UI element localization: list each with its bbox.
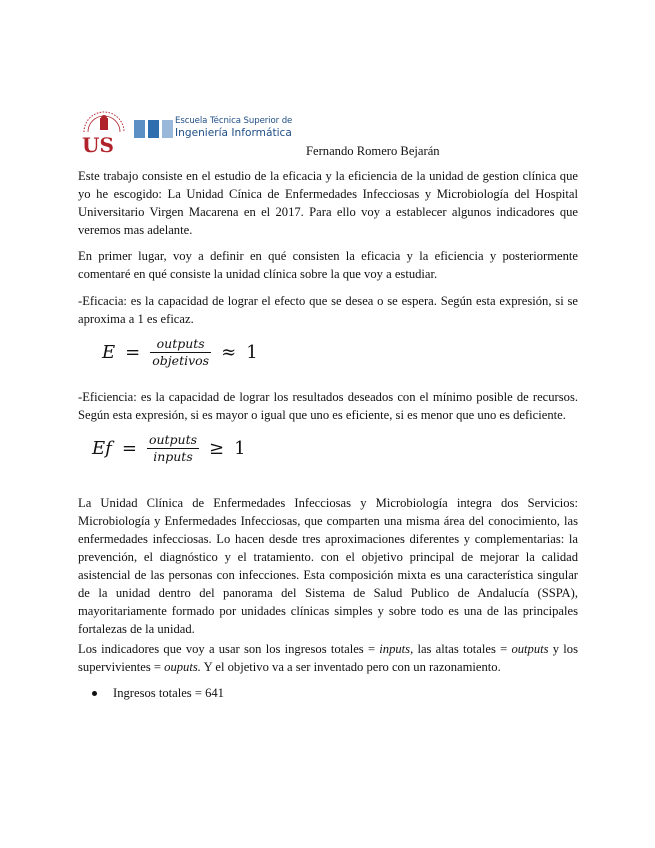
us-initials: US xyxy=(82,133,114,156)
indicadores-text-1: Los indicadores que voy a usar son los ingresos totales = xyxy=(78,642,380,656)
etsii-wordmark xyxy=(175,116,292,140)
term-ouputs: ouputs. xyxy=(164,660,201,674)
formula-equals: = xyxy=(121,438,137,459)
paragraph-definitions: En primer lugar, voy a definir en qué consisten la eficacia y la eficiencia y posteriormente comentaré en qué consiste la unidad clínica sobre la que voy a estudiar. xyxy=(78,249,578,281)
formula-lhs: Ef xyxy=(92,438,112,459)
etsii-line1: Escuela Técnica Superior de xyxy=(175,116,293,126)
list-item xyxy=(92,684,224,702)
formula-fraction xyxy=(150,336,211,369)
paragraph-eficacia: -Eficacia: es la capacidad de lograr el efecto que se desea o se espera. Según esta expresión, si se aproxima a 1 es eficaz. xyxy=(78,294,578,326)
formula-denominator: objetivos xyxy=(152,353,210,368)
formula-equals: = xyxy=(125,342,141,363)
formula-numerator: outputs xyxy=(148,432,198,447)
etsii-logo-icon xyxy=(134,120,176,138)
paragraph-eficiencia: -Eficiencia: es la capacidad de lograr los resultados deseados con el mínimo posible de recursos. Según esta expresión, si es mayor o igual que uno es eficiente, si es menor que uno es deficiente. xyxy=(78,390,578,422)
indicadores-text-2: , las altas totales = xyxy=(410,642,512,656)
term-inputs: inputs xyxy=(379,642,411,656)
author-name: Fernando Romero Bejarán xyxy=(306,144,440,158)
etsii-line2: Ingeniería Informática xyxy=(175,127,292,139)
list-item-text: Ingresos totales = 641 xyxy=(113,686,224,700)
paragraph-indicadores xyxy=(78,640,578,676)
formula-denominator: inputs xyxy=(153,449,193,464)
formula-fraction xyxy=(147,432,199,465)
formula-geq: ≥ xyxy=(209,438,225,459)
formula-eficiencia xyxy=(92,432,246,472)
formula-approx: ≈ xyxy=(221,342,237,363)
bullet-icon xyxy=(92,691,97,696)
term-outputs: outputs xyxy=(511,642,549,656)
formula-rhs: 1 xyxy=(246,342,258,363)
indicadores-text-4: Y el objetivo va a ser inventado pero con un razonamiento. xyxy=(200,660,501,674)
indicadores-text-3: y los supervivientes = xyxy=(78,642,578,674)
paragraph-intro: Este trabajo consiste en el estudio de la eficacia y la eficiencia de la unidad de gestion clínica que yo he escogido: La Unidad Cínica de Enfermedades Infecciosas y Microbiología del Hospital Universitario Virgen Macarena en el 2017. Para ello voy a establecer algunos indicadores que veremos mas adelante. xyxy=(78,169,578,237)
formula-rhs: 1 xyxy=(234,438,246,459)
paragraph-unidad-clinica: La Unidad Clínica de Enfermedades Infecciosas y Microbiología integra dos Servicios: Microbiología y Enfermedades Infecciosas, que comparten una misma área del conocimiento, las enfermedades infecciosas. Lo hacen desde tres aproximaciones diferentes y complementarias: la prevención, el diagnóstico y el tratamiento. con el objetivo principal de mejorar la calidad asistencial de las personas con infecciones. Esta composición mixta es una característica singular de la unidad dentro del panorama del Sistema de Salud Publico de Andalucía (SSPA), mayoritariamente formado por unidades clínicas simples y sobre todo es una de las principales fortalezas de la unidad. xyxy=(78,496,578,636)
university-seal-icon xyxy=(78,110,130,156)
formula-eficacia xyxy=(102,336,258,376)
formula-numerator: outputs xyxy=(150,336,211,353)
formula-lhs: E xyxy=(102,342,116,363)
